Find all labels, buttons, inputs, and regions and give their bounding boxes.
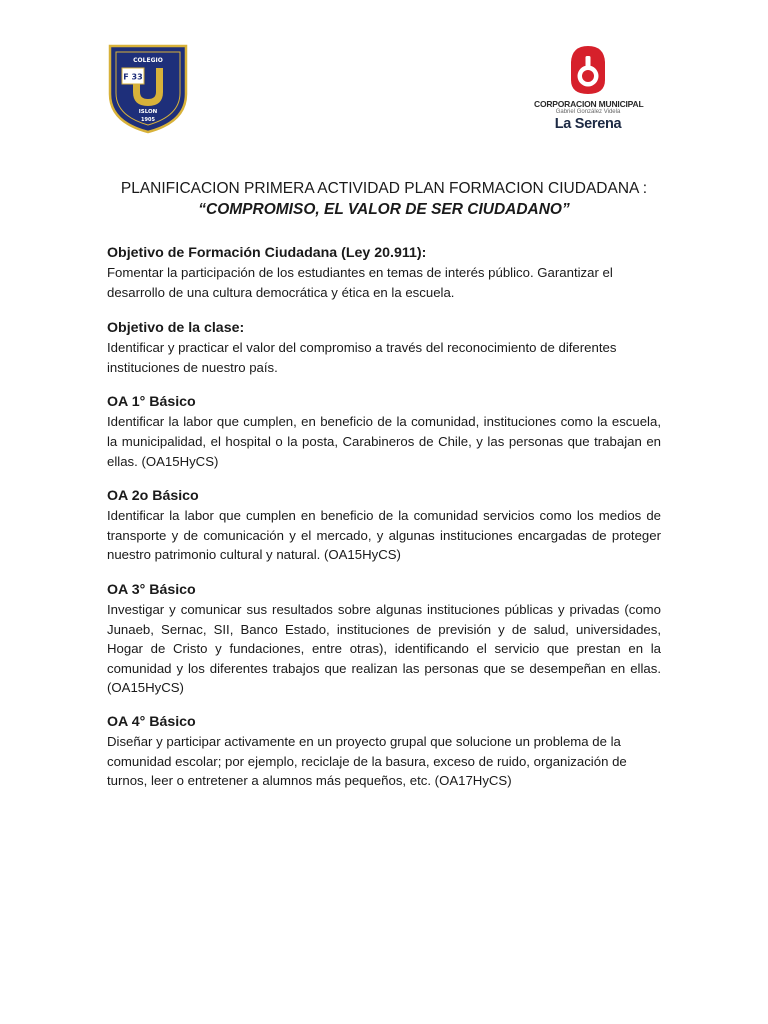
section-body: Investigar y comunicar sus resultados sobre algunas instituciones públicas y privadas (como Junaeb, Sernac, SII, Banco Estado, instituciones de previsión y de salud, universidades, Hogar de Cristo y fundaciones, entre otras), identificando el servicio que prestan en la comunidad y los diferentes trabajos que realizan las personas que se desempeñan en ellas. (OA15HyCS)	[107, 601, 661, 696]
section-body: Diseñar y participar activamente en un proyecto grupal que solucione un problema de la comunidad escolar; por ejemplo, reciclaje de la basura, exceso de ruido, organización de turnos, leer o entretener a alumnos más pequeños, etc. (OA17HyCS)	[107, 733, 627, 789]
document-title: PLANIFICACION PRIMERA ACTIVIDAD PLAN FORMACION CIUDADANA :	[120, 180, 648, 197]
corporation-city: La Serena	[554, 116, 622, 132]
section-heading: OA 2o Básico	[107, 488, 199, 505]
section-heading: Objetivo de la clase:	[107, 320, 245, 337]
svg-text:1905: 1905	[141, 117, 155, 123]
corporation-subname: Gabriel González Videla	[555, 109, 621, 115]
section-oa-4	[107, 713, 661, 791]
section-heading: OA 1° Básico	[107, 394, 196, 411]
section-civic-objective	[107, 244, 661, 302]
section-body: Identificar la labor que cumplen en beneficio de la comunidad servicios como los medios de transporte y de comunicación y el mercado, y algunas instituciones encargadas de proteger nuestro patrimonio cultural y natural. (OA15HyCS)	[107, 508, 661, 563]
section-heading: OA 4° Básico	[107, 713, 196, 730]
section-heading: OA 3° Básico	[107, 581, 196, 598]
section-class-objective	[107, 319, 661, 377]
section-oa-1	[107, 393, 661, 471]
section-oa-3	[107, 581, 661, 698]
document-content	[107, 244, 661, 808]
school-crest-logo	[106, 42, 190, 134]
section-heading: Objetivo de Formación Ciudadana (Ley 20.911):	[107, 245, 427, 261]
svg-text:ISLON: ISLON	[138, 109, 158, 115]
document-subtitle: “COMPROMISO, EL VALOR DE SER CIUDADANO”	[198, 201, 570, 218]
section-body: Identificar y practicar el valor del compromiso a través del reconocimiento de diferentes instituciones de nuestro país.	[107, 340, 617, 375]
svg-text:COLEGIO: COLEGIO	[133, 57, 163, 64]
corporation-name: CORPORACION MUNICIPAL	[534, 99, 644, 109]
corporation-logo	[534, 44, 642, 134]
corporation-emblem-icon	[567, 44, 609, 96]
section-body: Identificar la labor que cumplen, en beneficio de la comunidad, instituciones como la escuela, la municipalidad, el hospital o la posta, Carabineros de Chile, y las personas que trabajan en ellas. (OA15HyCS)	[107, 414, 661, 469]
school-crest-icon	[106, 42, 190, 134]
section-oa-2	[107, 487, 661, 565]
section-body: Fomentar la participación de los estudiantes en temas de interés público. Garantizar el desarrollo de una cultura democrática y ética en la escuela.	[107, 265, 613, 300]
svg-text:F 33: F 33	[123, 72, 143, 82]
